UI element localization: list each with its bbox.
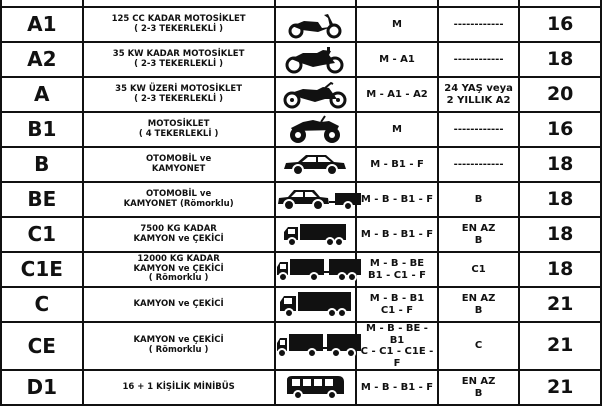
- previous-cell: [438, 322, 520, 370]
- cruiser-motorcycle-icon: [276, 47, 356, 73]
- license-class-code: C1: [1, 217, 83, 252]
- previous-cell: [438, 7, 520, 42]
- previous-line: B: [439, 305, 519, 317]
- requires-cell: [356, 182, 438, 217]
- description-cell: [83, 182, 275, 217]
- minimum-age: 18: [519, 42, 601, 77]
- table-row-ce: [1, 322, 601, 370]
- license-class-code: CE: [1, 322, 83, 370]
- minimum-age: 18: [519, 147, 601, 182]
- description-line: 35 KW KADAR MOTOSİKLET: [84, 50, 274, 60]
- requires-cell: [356, 370, 438, 405]
- vehicle-cell: [275, 252, 357, 287]
- table-row-c1e: [1, 252, 601, 287]
- minimum-age: 18: [519, 217, 601, 252]
- requires-cell: [356, 217, 438, 252]
- requires-line: M - B - B1: [357, 293, 437, 305]
- requires-line: M: [357, 19, 437, 31]
- requires-cell: [356, 42, 438, 77]
- truck-trailer-icon: [276, 333, 356, 359]
- requires-cell: [356, 77, 438, 112]
- requires-line: C - C1 - C1E - F: [357, 346, 437, 369]
- table-row-d1: [1, 370, 601, 405]
- minimum-age: 21: [519, 322, 601, 370]
- description-line: KAMYON ve ÇEKİCİ: [84, 300, 274, 310]
- previous-line: B: [439, 235, 519, 247]
- requires-line: M - A1 - A2: [357, 89, 437, 101]
- previous-line: 2 YILLIK A2: [439, 95, 519, 107]
- previous-cell: [438, 0, 520, 7]
- previous-cell: [438, 370, 520, 405]
- previous-line: C1: [439, 264, 519, 276]
- license-class-code: A: [1, 77, 83, 112]
- requires-line: B1 - C1 - F: [357, 270, 437, 282]
- table-row-b1: [1, 112, 601, 147]
- table-row-a1: [1, 7, 601, 42]
- requires-cell: [356, 112, 438, 147]
- table-body: [1, 0, 601, 405]
- description-cell: [83, 287, 275, 322]
- table-row-be: [1, 182, 601, 217]
- table-row-a2: [1, 42, 601, 77]
- description-line: 16 + 1 KİŞİLİK MİNİBÜS: [84, 383, 274, 393]
- description-line: ( 2-3 TEKERLEKLİ ): [84, 95, 274, 105]
- vehicle-cell: [275, 112, 357, 147]
- vehicle-cell: [275, 370, 357, 405]
- previous-line: ------------: [439, 19, 519, 31]
- license-class-code: B1: [1, 112, 83, 147]
- table-row-b: [1, 147, 601, 182]
- previous-line: EN AZ: [439, 223, 519, 235]
- vehicle-cell: [275, 147, 357, 182]
- description-line: ( 2-3 TEKERLEKLİ ): [84, 60, 274, 70]
- description-cell: [83, 42, 275, 77]
- license-class-code: A2: [1, 42, 83, 77]
- scooter-icon: [276, 12, 356, 38]
- vehicle-cell: [275, 287, 357, 322]
- description-line: 35 KW ÜZERİ MOTOSİKLET: [84, 85, 274, 95]
- vehicle-cell: [275, 0, 357, 7]
- description-line: 125 CC KADAR MOTOSİKLET: [84, 15, 274, 25]
- requires-line: M - B - B1 - F: [357, 229, 437, 241]
- description-line: MOTOSİKLET: [84, 120, 274, 130]
- chopper-motorcycle-icon: [276, 82, 356, 108]
- previous-line: ------------: [439, 54, 519, 66]
- minimum-age: 18: [519, 182, 601, 217]
- description-line: 12000 KG KADAR: [84, 255, 274, 265]
- vehicle-cell: [275, 7, 357, 42]
- description-line: OTOMOBİL ve: [84, 190, 274, 200]
- previous-cell: [438, 217, 520, 252]
- description-line: ( Römorklu ): [84, 274, 274, 284]
- description-line: ( Römorklu ): [84, 346, 274, 356]
- previous-line: B: [439, 388, 519, 400]
- table-row-c1: [1, 217, 601, 252]
- previous-cell: [438, 77, 520, 112]
- requires-line: M - B - B1 - F: [357, 382, 437, 394]
- vehicle-cell: [275, 77, 357, 112]
- license-class-code: C: [1, 287, 83, 322]
- previous-cell: [438, 252, 520, 287]
- vehicle-cell: [275, 217, 357, 252]
- license-class-code: A1: [1, 7, 83, 42]
- description-cell: [83, 147, 275, 182]
- previous-line: C: [439, 340, 519, 352]
- vehicle-cell: [275, 182, 357, 217]
- requires-line: M - B - BE - B1: [357, 323, 437, 346]
- description-cell: [83, 252, 275, 287]
- previous-line: 24 YAŞ veya: [439, 83, 519, 95]
- small-truck-icon: [276, 222, 356, 248]
- license-class-code: B: [1, 147, 83, 182]
- previous-cell: [438, 147, 520, 182]
- requires-line: M - B - BE: [357, 258, 437, 270]
- requires-cell: [356, 0, 438, 7]
- minimum-age: 18: [519, 252, 601, 287]
- previous-line: ------------: [439, 159, 519, 171]
- description-cell: [83, 112, 275, 147]
- previous-cell: [438, 287, 520, 322]
- requires-line: M - B1 - F: [357, 159, 437, 171]
- license-class-code: C1E: [1, 252, 83, 287]
- previous-line: B: [439, 194, 519, 206]
- vehicle-cell: [275, 322, 357, 370]
- description-cell: [83, 370, 275, 405]
- requires-cell: [356, 252, 438, 287]
- minimum-age: 20: [519, 77, 601, 112]
- description-cell: [83, 77, 275, 112]
- previous-line: EN AZ: [439, 293, 519, 305]
- description-line: KAMYON ve ÇEKİCİ: [84, 235, 274, 245]
- previous-cell: [438, 182, 520, 217]
- minimum-age: 16: [519, 112, 601, 147]
- description-line: ( 4 TEKERLEKLİ ): [84, 130, 274, 140]
- license-class-code: BE: [1, 182, 83, 217]
- requires-cell: [356, 7, 438, 42]
- atv-icon: [276, 116, 356, 144]
- requires-cell: [356, 287, 438, 322]
- previous-cell: [438, 42, 520, 77]
- requires-cell: [356, 147, 438, 182]
- vehicle-cell: [275, 42, 357, 77]
- requires-line: C1 - F: [357, 305, 437, 317]
- description-line: KAMYONET: [84, 165, 274, 175]
- requires-line: M - A1: [357, 54, 437, 66]
- minimum-age: 16: [519, 7, 601, 42]
- description-cell: [83, 7, 275, 42]
- description-line: 7500 KG KADAR: [84, 225, 274, 235]
- previous-line: ------------: [439, 124, 519, 136]
- description-line: ( 2-3 TEKERLEKLİ ): [84, 25, 274, 35]
- description-cell: [83, 0, 275, 7]
- description-line: KAMYONET (Römorklu): [84, 200, 274, 210]
- car-icon: [276, 153, 356, 177]
- minimum-age: 21: [519, 370, 601, 405]
- minimum-age: 21: [519, 287, 601, 322]
- requires-line: M: [357, 124, 437, 136]
- license-class-code: D1: [1, 370, 83, 405]
- description-cell: [83, 322, 275, 370]
- previous-line: EN AZ: [439, 376, 519, 388]
- class-cell: [1, 0, 83, 7]
- age-cell: [519, 0, 601, 7]
- description-line: OTOMOBİL ve: [84, 155, 274, 165]
- table-row-a: [1, 77, 601, 112]
- description-line: KAMYON ve ÇEKİCİ: [84, 336, 274, 346]
- description-cell: [83, 217, 275, 252]
- large-truck-icon: [276, 291, 356, 319]
- previous-cell: [438, 112, 520, 147]
- table-row-c: [1, 287, 601, 322]
- description-line: KAMYON ve ÇEKİCİ: [84, 265, 274, 275]
- truck-trailer-small-icon: [276, 257, 356, 283]
- table-row-cut-top: [1, 0, 601, 7]
- requires-cell: [356, 322, 438, 370]
- car-trailer-icon: [276, 188, 356, 212]
- requires-line: M - B - B1 - F: [357, 194, 437, 206]
- minibus-icon: [276, 374, 356, 402]
